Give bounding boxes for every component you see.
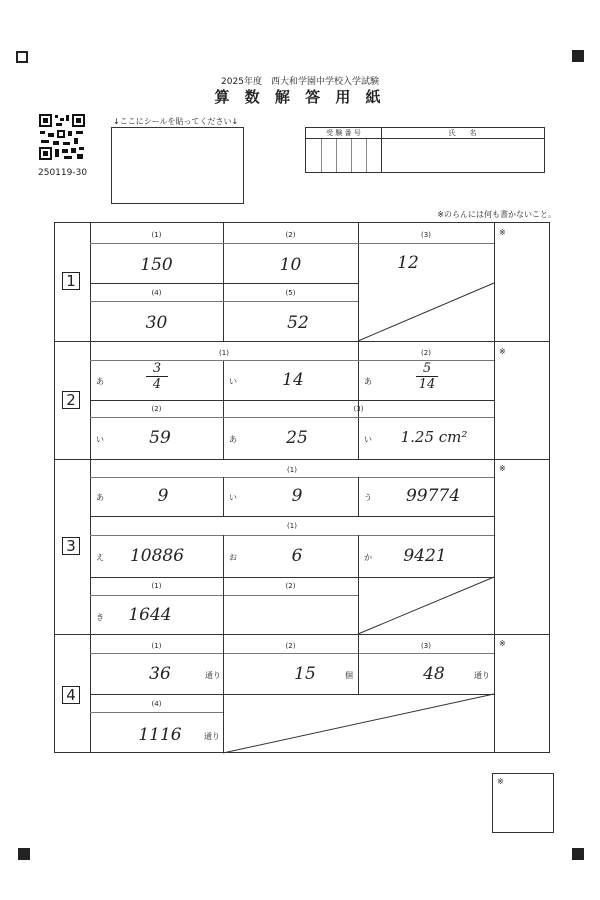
unused-cell-slash [223,694,494,753]
digit-divider [336,139,337,172]
q3-answer-o: 6 [291,546,303,566]
registration-mark-bottom-right [572,848,584,860]
q1-answer-4: 30 [145,313,168,333]
q1-sub-label: (4) [151,289,162,297]
section-divider [54,459,550,460]
fraction-numerator: 5 [422,361,432,376]
grid-line [358,477,359,516]
unused-cell-slash [358,283,494,341]
q1-answer-5: 52 [287,313,309,333]
q4-answer-3: 48 [423,664,445,684]
q3-answer-e: 10886 [129,546,185,566]
q2-answer-a3: 25 [286,428,308,448]
grid-line [90,516,494,517]
grid-line [90,301,358,302]
q3-kana-o: お [229,553,237,562]
q3-answer-ka: 9421 [403,546,447,566]
q3-answer-a: 9 [157,486,169,506]
q4-unit-3: 通り [474,671,490,680]
q1-answer-3: 12 [397,253,419,273]
q2-answer-a2-fraction [412,362,442,391]
q2-answer-i3: 1.25 cm² [400,428,468,446]
q4-answer-1: 36 [149,664,171,684]
id-divider [381,128,382,172]
exam-number-label: 受 験 番 号 [306,128,381,139]
q3-answer-i: 9 [291,486,303,506]
fraction-numerator: 3 [152,361,162,376]
exam-code: 250119-30 [38,168,88,178]
section-divider [54,341,550,342]
exam-subtitle: 2025年度 西大和学園中学校入学試験 [221,77,379,87]
digit-divider [351,139,352,172]
page-title: 算 数 解 答 用 紙 [214,88,386,106]
q1-sub-label: (5) [285,289,296,297]
q4-answer-2: 15 [294,664,316,684]
grid-line [90,283,358,284]
q2-answer-i2: 59 [149,428,171,448]
grid-line [223,477,224,516]
q3-kana-i: い [229,493,237,502]
q2-kana-i2: い [96,435,104,444]
q2-kana-a3: あ [229,435,237,444]
q3-kana-ka: か [364,553,372,562]
fraction-denominator: 14 [418,377,436,392]
q1-sub-label: (2) [285,231,296,239]
digit-divider [366,139,367,172]
q2-answer-i: 14 [282,370,304,390]
section-divider [54,634,550,635]
q2-kana-i3: い [364,435,372,444]
q3-sub-label: (2) [285,582,296,590]
grid-line [90,360,494,361]
q2-kana-a: あ [96,377,104,386]
q3-answer-u: 99774 [405,486,461,506]
registration-mark-top-right [572,50,584,62]
q4-answer-4: 1116 [138,725,182,745]
grid-line [90,595,358,596]
q2-sub-label: (1) [219,349,229,357]
q3-answer-ki: 1644 [128,605,172,625]
score-mark: ※ [499,347,506,356]
digit-divider [321,139,322,172]
question-3-number: 3 [62,537,80,555]
q4-unit-1: 通り [205,671,221,680]
question-1-number: 1 [62,272,80,290]
grid-line [223,360,224,400]
exam-id-table [305,127,545,173]
q2-sub-label: (2) [151,405,162,413]
registration-mark-top-left [16,51,28,63]
score-mark: ※ [497,777,504,786]
q2-sub-label: (2) [421,349,431,357]
q2-sub-label: (3) [353,405,364,413]
grid-line [90,417,494,418]
q3-kana-u: う [364,493,372,502]
grid-line [90,400,494,401]
seal-label: ↓ここにシールを貼ってください↓ [113,117,239,126]
registration-mark-bottom-left [18,848,30,860]
question-2-number: 2 [62,391,80,409]
score-mark: ※ [499,228,506,237]
q2-kana-i: い [229,377,237,386]
grid-line [90,477,494,478]
q4-sub-label: (4) [151,700,162,708]
q2-kana-a2: あ [364,377,372,386]
grid-line [90,712,223,713]
fraction-denominator: 4 [152,377,162,392]
seal-box [111,127,244,204]
q4-unit-2: 個 [345,671,353,680]
q4-sub-label: (2) [285,642,296,650]
name-label: 氏 名 [381,128,544,139]
score-mark: ※ [499,464,506,473]
q4-unit-4: 通り [204,732,220,741]
instruction-note: ※のらんには何も書かないこと。 [437,210,556,219]
q3-sub-label: (1) [287,466,297,474]
grid-line [90,535,494,536]
q4-sub-label: (1) [151,642,162,650]
unused-cell-slash [358,577,494,634]
question-4-number: 4 [62,686,80,704]
q1-sub-label: (1) [151,231,162,239]
q3-kana-e: え [96,553,104,562]
qr-code-icon [38,113,86,161]
q3-sub-label: (1) [151,582,162,590]
q1-answer-1: 150 [140,255,173,275]
q1-sub-label: (3) [421,231,431,239]
q4-sub-label: (3) [421,642,431,650]
score-mark: ※ [499,639,506,648]
grid-line [90,653,494,654]
score-column-divider [494,222,495,753]
q3-sub-label: (1) [287,522,297,530]
q3-kana-a: あ [96,493,104,502]
grid-line [90,243,494,244]
q3-kana-ki: き [96,613,104,622]
q1-answer-2: 10 [279,255,302,275]
q2-answer-a-fraction [142,362,172,391]
